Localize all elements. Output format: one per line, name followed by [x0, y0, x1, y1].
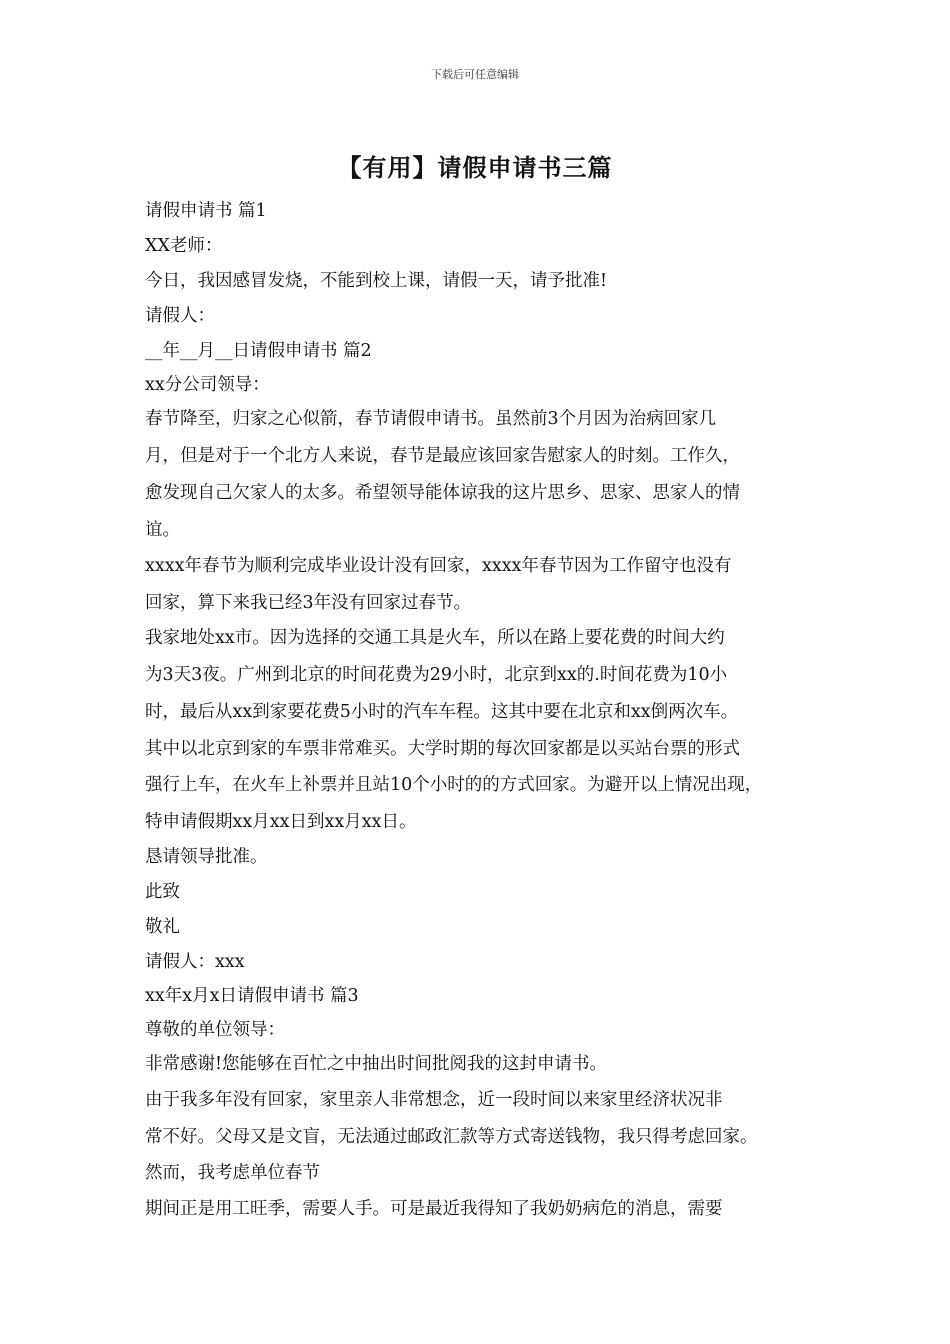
body-line: 由于我多年没有回家，家里亲人非常想念，近一段时间以来家里经济状况非 [145, 1090, 723, 1110]
closing-line: 敬礼 [145, 917, 180, 937]
body-line: 强行上车，在火车上补票并且站10个小时的的方式回家。为避开以上情况出现， [145, 775, 763, 795]
body-line: 我家地处xx市。因为选择的交通工具是火车，所以在路上要花费的时间大约 [145, 628, 725, 648]
body-line: 特申请假期xx月xx日到xx月xx日。 [145, 812, 417, 832]
signature-line: 请假人：xxx [145, 952, 245, 972]
body-line: 期间正是用工旺季，需要人手。可是最近我得知了我奶奶病危的消息，需要 [145, 1199, 723, 1219]
body-line: 然而，我考虑单位春节 [145, 1163, 320, 1183]
salutation-2: xx分公司领导： [145, 375, 270, 395]
body-line: 回家，算下来我已经3年没有回家过春节。 [145, 593, 472, 613]
body-line: 月，但是对于一个北方人来说，春节是最应该回家告慰家人的时刻。工作久， [145, 446, 740, 466]
body-line: 其中以北京到家的车票非常难买。大学时期的每次回家都是以买站台票的形式 [145, 739, 740, 759]
body-line: 谊。 [145, 520, 180, 540]
body-line: xxxx年春节为顺利完成毕业设计没有回家，xxxx年春节因为工作留守也没有 [145, 556, 732, 576]
body-paragraph: 今日，我因感冒发烧，不能到校上课，请假一天，请予批准! [145, 271, 608, 291]
body-line: 春节降至，归家之心似箭，春节请假申请书。虽然前3个月因为治病回家几 [145, 409, 717, 429]
salutation-1: XX老师： [145, 236, 223, 256]
body-line: 时，最后从xx到家要花费5小时的汽车车程。这其中要在北京和xx倒两次车。 [145, 702, 739, 722]
closing-line: 恳请领导批准。 [145, 847, 268, 867]
salutation-3: 尊敬的单位领导： [145, 1020, 285, 1040]
closing-line: 此致 [145, 882, 180, 902]
body-line: 愈发现自己欠家人的太多。希望领导能体谅我的这片思乡、思家、思家人的情 [145, 483, 740, 503]
page-title: 【有用】请假申请书三篇 [337, 154, 613, 182]
section-heading-2: __年__月__日请假申请书 篇2 [145, 341, 372, 361]
body-line: 非常感谢!您能够在百忙之中抽出时间批阅我的这封申请书。 [145, 1054, 608, 1074]
header-note: 下载后可任意编辑 [431, 68, 519, 81]
body-line: 常不好。父母又是文盲，无法通过邮政汇款等方式寄送钱物，我只得考虑回家。 [145, 1127, 758, 1147]
signature-line: 请假人： [145, 306, 215, 326]
body-line: 为3天3夜。广州到北京的时间花费为29小时，北京到xx的.时间花费为10小 [145, 665, 728, 685]
section-heading-3: xx年x月x日请假申请书 篇3 [145, 986, 359, 1006]
section-heading-1: 请假申请书 篇1 [145, 201, 267, 221]
